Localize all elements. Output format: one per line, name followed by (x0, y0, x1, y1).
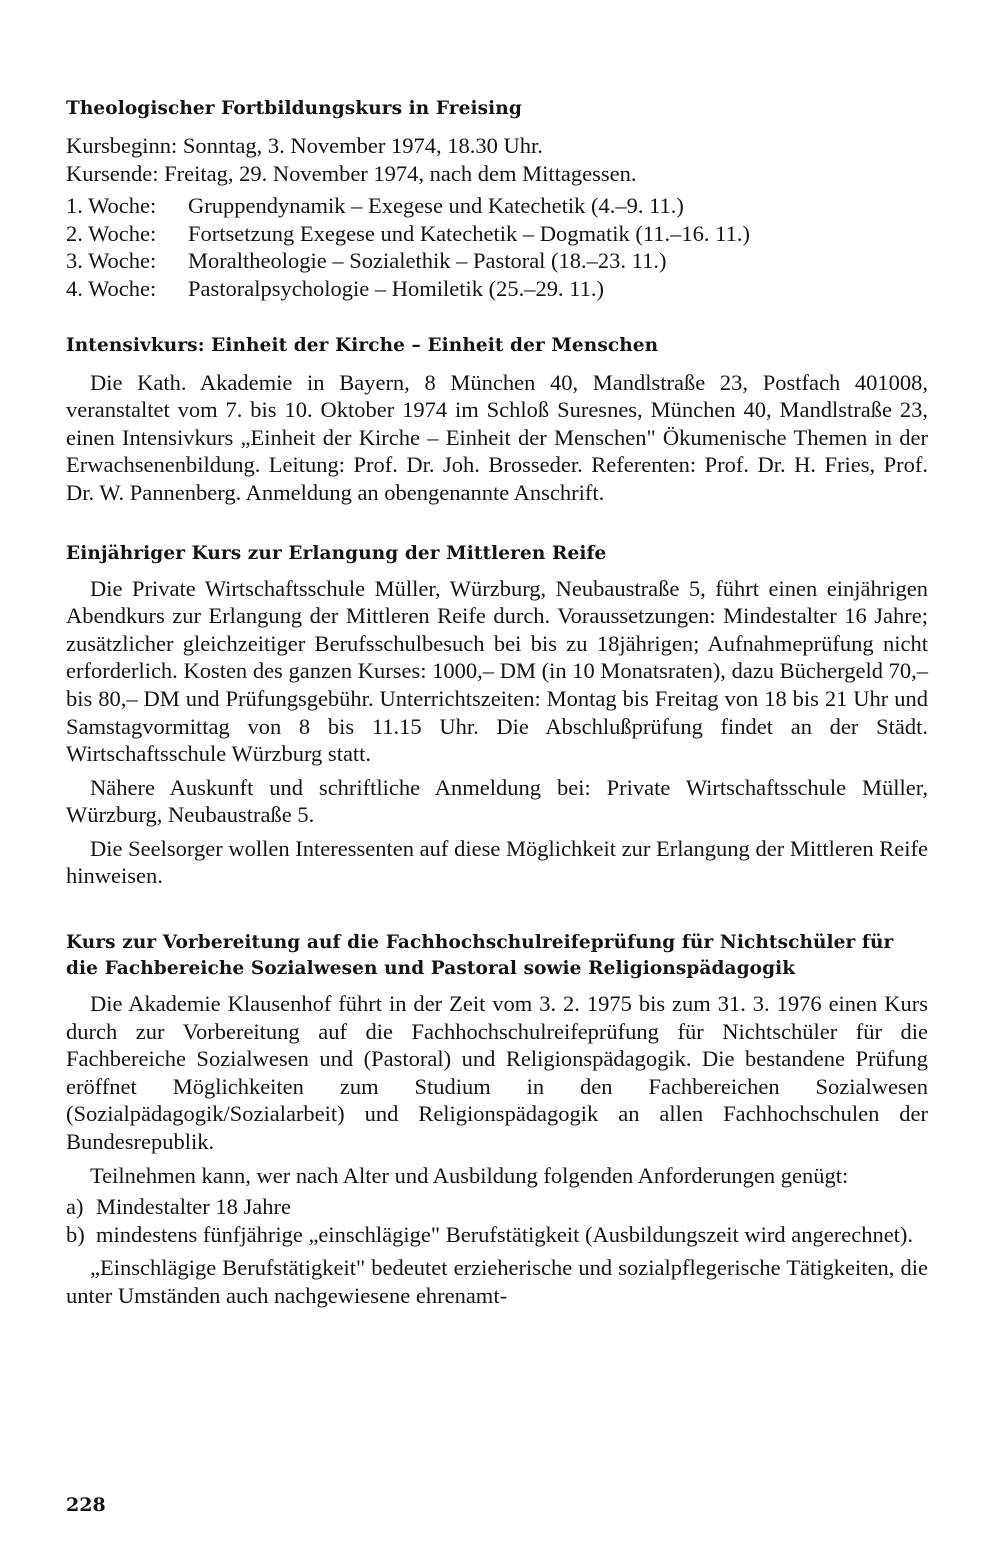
heading-intensivkurs: Intensivkurs: Einheit der Kirche – Einheit der Menschen (66, 334, 659, 356)
week-row (66, 247, 928, 275)
week-text: Pastoralpsychologie – Homiletik (25.–29. 11.) (188, 275, 604, 301)
week-label: 3. Woche: (66, 248, 157, 274)
week-text: Gruppendynamik – Exegese und Katechetik (4.–9. 11.) (188, 193, 684, 219)
paragraph: „Einschlägige Berufstätigkeit" bedeutet erzieherische und sozialpflegerische Tätigkeiten, die unter Umständen auch nachgewiesene ehrenamt- (66, 1255, 928, 1308)
week-row (66, 192, 928, 220)
week-text: Fortsetzung Exegese und Katechetik – Dogmatik (11.–16. 11.) (188, 220, 750, 246)
week-label: 1. Woche: (66, 193, 157, 219)
week-label: 4. Woche: (66, 275, 157, 301)
course-end: Kursende: Freitag, 29. November 1974, nach dem Mittagessen. (66, 160, 637, 186)
week-row (66, 275, 928, 303)
page-content (66, 96, 928, 1310)
list-text: Mindestalter 18 Jahre (96, 1194, 291, 1220)
paragraph: Teilnehmen kann, wer nach Alter und Ausbildung folgenden Anforderungen genügt: (90, 1162, 849, 1188)
week-label: 2. Woche: (66, 220, 157, 246)
paragraph: Die Akademie Klausenhof führt in der Zeit vom 3. 2. 1975 bis zum 31. 3. 1976 einen Kurs durch zur Vorbereitung auf die Fachhochschulreifeprüfung für Nichtschüler für die Fachbereiche Sozialwesen und (Pastoral) und Religionspädagogik. Die bestandene Prüfung eröffnet Möglichkeiten zum Studium in den Fachbereichen Sozialwesen (Sozialpädagogik/Sozialarbeit) und Religionspädagogik an allen Fachhochschulen der Bundesrepublik. (66, 991, 928, 1155)
section-fachhochschulreife (66, 930, 928, 1310)
paragraph: Die Kath. Akademie in Bayern, 8 München 40, Mandlstraße 23, Postfach 401008, veranstaltet vom 7. bis 10. Oktober 1974 im Schloß Suresnes, München 40, Mandlstraße 23, einen Intensivkurs „Einheit der Kirche – Einheit der Menschen" Ökumenische Themen in der Erwachsenenbildung. Leitung: Prof. Dr. Joh. Brosseder. Referenten: Prof. Dr. H. Fries, Prof. Dr. W. Pannenberg. Anmeldung an obengenannte Anschrift. (66, 369, 928, 505)
list-text: mindestens fünfjährige „einschlägige" Berufstätigkeit (Ausbildungszeit wird angerechnet). (96, 1221, 914, 1247)
list-marker: b) (66, 1221, 85, 1247)
section-freising (66, 96, 928, 303)
week-text: Moraltheologie – Sozialethik – Pastoral (18.–23. 11.) (188, 248, 667, 274)
list-item (66, 1193, 928, 1221)
heading-mittlere-reife: Einjähriger Kurs zur Erlangung der Mittleren Reife (66, 542, 607, 564)
course-start: Kursbeginn: Sonntag, 3. November 1974, 18.30 Uhr. (66, 133, 543, 158)
page-number: 228 (66, 1494, 106, 1516)
paragraph: Nähere Auskunft und schriftliche Anmeldung bei: Private Wirtschaftsschule Müller, Würzburg, Neubaustraße 5. (66, 774, 928, 828)
list-item (66, 1221, 928, 1249)
paragraph: Die Seelsorger wollen Interessenten auf diese Möglichkeit zur Erlangung der Mittleren Reife hinweisen. (66, 835, 928, 889)
section-intensivkurs (66, 333, 928, 507)
list-marker: a) (66, 1194, 84, 1220)
heading-fachhochschulreife: Kurs zur Vorbereitung auf die Fachhochschulreifeprüfung für Nichtschüler für die Fachbereiche Sozialwesen und Pastoral sowie Religionspädagogik (66, 932, 894, 980)
week-row (66, 220, 928, 248)
section-mittlere-reife (66, 541, 928, 891)
heading-freising: Theologischer Fortbildungskurs in Freising (66, 98, 522, 119)
paragraph: Die Private Wirtschaftsschule Müller, Würzburg, Neubaustraße 5, führt einen einjährigen Abendkurs zur Erlangung der Mittleren Reife durch. Voraussetzungen: Mindestalter 16 Jahre; zusätzlicher gleichzeitiger Berufsschulbesuch bei bis zu 18jährigen; Aufnahmeprüfung nicht erforderlich. Kosten des ganzen Kurses: 1000,– DM (in 10 Monatsraten), dazu Büchergeld 70,– bis 80,– DM und Prüfungsgebühr. Unterrichtszeiten: Montag bis Freitag von 18 bis 21 Uhr und Samstagvormittag von 8 bis 11.15 Uhr. Die Abschlußprüfung findet an der Städt. Wirtschaftsschule Würzburg statt. (66, 575, 928, 767)
